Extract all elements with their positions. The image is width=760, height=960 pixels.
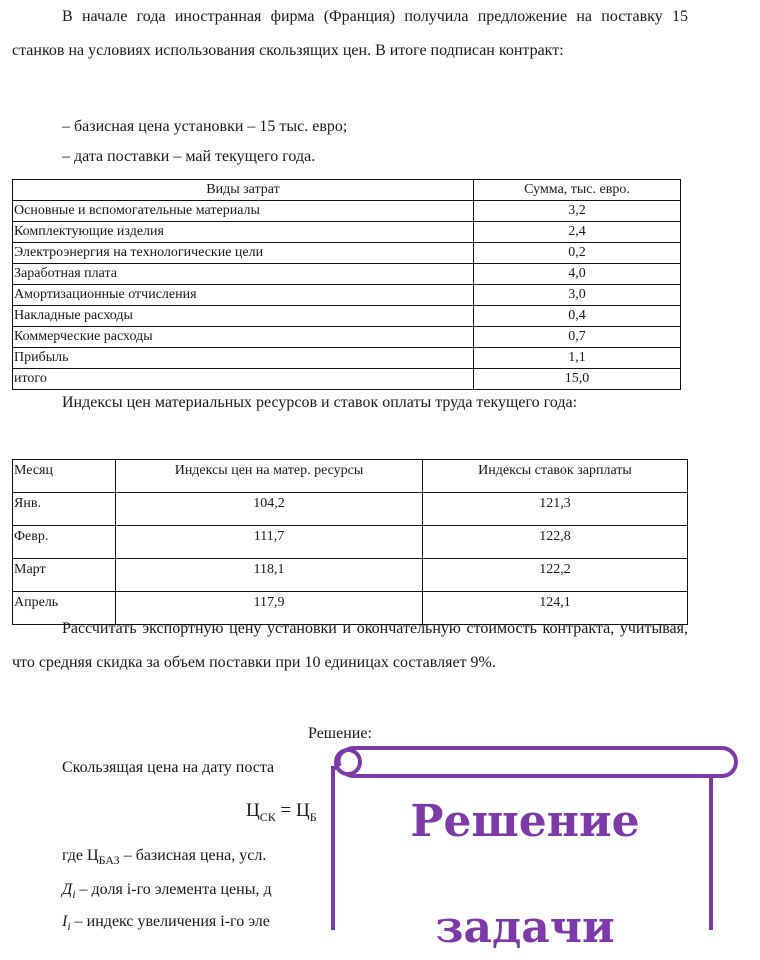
table-cell: 0,2 <box>474 243 681 264</box>
table-header-row <box>13 460 688 493</box>
table-cell: Февр. <box>13 526 116 559</box>
scroll-title-line-2: задачи <box>435 902 615 953</box>
table-cell: Электроэнергия на технологические цели <box>13 243 474 264</box>
table-cell: 121,3 <box>423 493 688 526</box>
table-row <box>13 201 681 222</box>
table-cell: Янв. <box>13 493 116 526</box>
solution-heading: Решение: <box>308 725 372 742</box>
table-cell: 122,8 <box>423 526 688 559</box>
table-cell: итого <box>13 369 474 390</box>
line2-rest: – базисная цена, усл. <box>119 847 267 864</box>
formula-rhs-sub: Б <box>309 809 317 824</box>
table-cell: 117,9 <box>116 592 423 625</box>
solution-line-1: Скользящая цена на дату поста <box>62 759 275 776</box>
table-row <box>13 327 681 348</box>
table-cell: 4,0 <box>474 264 681 285</box>
table-cell: 2,4 <box>474 222 681 243</box>
table-cell: 0,7 <box>474 327 681 348</box>
table-header-cell: Виды затрат <box>13 180 474 201</box>
line2-sub: БАЗ <box>98 853 120 868</box>
table-cell: 3,0 <box>474 285 681 306</box>
table-header-cell: Индексы ставок зарплаты <box>423 460 688 493</box>
table-cell: 104,2 <box>116 493 423 526</box>
table-cell: 1,1 <box>474 348 681 369</box>
table-cell: Заработная плата <box>13 264 474 285</box>
table-cell: 122,2 <box>423 559 688 592</box>
table-row <box>13 526 688 559</box>
intro-paragraph: В начале года иностранная фирма (Франция) получила предложение на поставку 15 станков на условиях использования скользящих цен. В итоге подписан контракт: <box>12 8 688 59</box>
table-cell: 0,4 <box>474 306 681 327</box>
intro-item-2: – дата поставки – май текущего года. <box>62 148 316 165</box>
table-row <box>13 493 688 526</box>
table-cell: Март <box>13 559 116 592</box>
table-header-row <box>13 180 681 201</box>
index-table <box>12 459 688 625</box>
table-cell: Прибыль <box>13 348 474 369</box>
table-cell: 118,1 <box>116 559 423 592</box>
line4-var: I <box>62 913 68 930</box>
table-row <box>13 348 681 369</box>
formula-lhs: Ц <box>246 800 260 821</box>
table-cell: 15,0 <box>474 369 681 390</box>
formula-lhs-sub: СК <box>259 809 276 824</box>
table-row <box>13 306 681 327</box>
solution-line-2 <box>62 846 266 870</box>
solution-line-3 <box>62 880 272 904</box>
cost-table <box>12 179 681 390</box>
table-cell: 3,2 <box>474 201 681 222</box>
line4-rest: – индекс увеличения i-го эле <box>70 913 270 930</box>
table-row <box>13 243 681 264</box>
table-header-cell: Месяц <box>13 460 116 493</box>
solution-line-4 <box>62 912 270 936</box>
table-header-cell: Сумма, тыс. евро. <box>474 180 681 201</box>
intro-item-1: – базисная цена установки – 15 тыс. евро; <box>62 118 348 135</box>
line3-sub: i <box>72 887 76 902</box>
table-cell: Апрель <box>13 592 116 625</box>
table-cell: Амортизационные отчисления <box>13 285 474 306</box>
line4-sub: i <box>67 919 71 934</box>
line3-rest: – доля i-го элемента цены, д <box>75 881 272 898</box>
sliding-price-formula <box>246 800 317 825</box>
table-cell: Накладные расходы <box>13 306 474 327</box>
line2-prefix: где Ц <box>62 847 99 864</box>
table-row <box>13 222 681 243</box>
scroll-title-line-1: Решение <box>410 796 640 847</box>
table-cell: Комплектующие изделия <box>13 222 474 243</box>
table-header-cell: Индексы цен на матер. ресурсы <box>116 460 423 493</box>
table-row <box>13 285 681 306</box>
formula-eq: = Ц <box>275 800 310 821</box>
task-paragraph: Рассчитать экспортную цену установки и окончательную стоимость контракта, учитывая, что средняя скидка за объем поставки при 10 единицах составляет 9%. <box>12 620 688 671</box>
table-cell: Коммерческие расходы <box>13 327 474 348</box>
index-intro-paragraph: Индексы цен материальных ресурсов и ставок оплаты труда текущего года: <box>62 394 578 411</box>
line3-var: Д <box>62 881 73 898</box>
table-row <box>13 559 688 592</box>
table-cell: Основные и вспомогательные материалы <box>13 201 474 222</box>
table-cell: 124,1 <box>423 592 688 625</box>
table-row <box>13 264 681 285</box>
table-cell: 111,7 <box>116 526 423 559</box>
